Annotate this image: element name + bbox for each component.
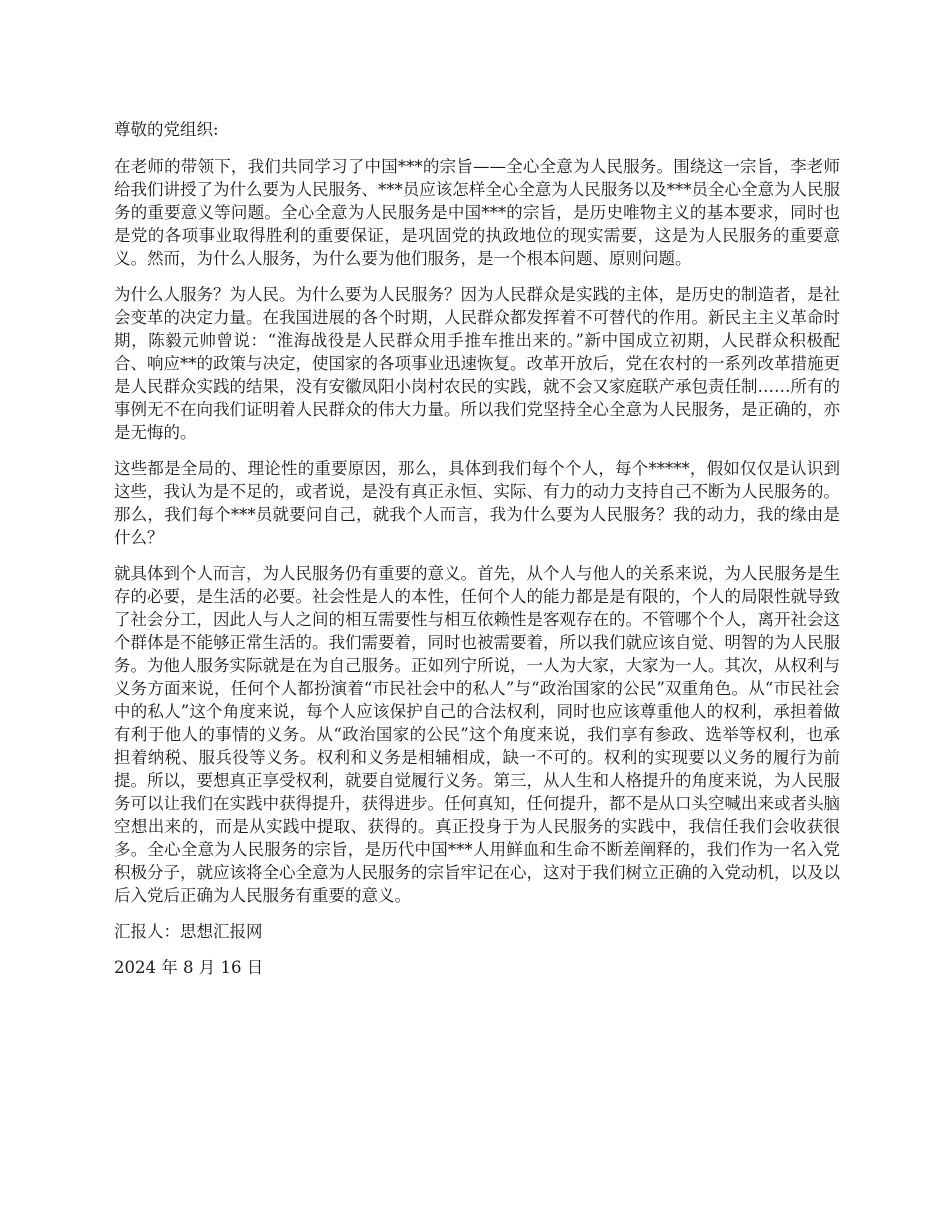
document-body <box>114 118 840 992</box>
paragraph-2: 为什么人服务？为人民。为什么要为人民服务？因为人民群众是实践的主体，是历史的制造者，是社会变革的决定力量。在我国进展的各个时期，人民群众都发挥着不可替代的作用。新民主主义革命时期，陈毅元帅曾说：“淮海战役是人民群众用手推车推出来的。”新中国成立初期，人民群众积极配合、响应**的政策与决定，使国家的各项事业迅速恢复。改革开放后，党在农村的一系列改革措施更是人民群众实践的结果，没有安徽凤阳小岗村农民的实践，就不会又家庭联产承包责任制……所有的事例无不在向我们证明着人民群众的伟大力量。所以我们党坚持全心全意为人民服务，是正确的，亦是无悔的。 <box>114 285 840 442</box>
paragraph-1: 在老师的带领下，我们共同学习了中国***的宗旨——全心全意为人民服务。围绕这一宗旨，李老师给我们讲授了为什么要为人民服务、***员应该怎样全心全意为人民服务以及***员全心全意为人民服务的重要意义等问题。全心全意为人民服务是中国***的宗旨，是历史唯物主义的基本要求，同时也是党的各项事业取得胜利的重要保证，是巩固党的执政地位的现实需要，这是为人民服务的重要意义。然而，为什么人服务，为什么要为他们服务，是一个根本问题、原则问题。 <box>114 157 840 268</box>
paragraph-3: 这些都是全局的、理论性的重要原因，那么，具体到我们每个个人，每个*****，假如仅仅是认识到这些，我认为是不足的，或者说，是没有真正永恒、实际、有力的动力支持自己不断为人民服务的。那么，我们每个***员就要问自己，就我个人而言，我为什么要为人民服务？我的动力，我的缘由是什么？ <box>114 459 840 547</box>
paragraph-4: 就具体到个人而言，为人民服务仍有重要的意义。首先，从个人与他人的关系来说，为人民服务是生存的必要，是生活的必要。社会性是人的本性，任何个人的能力都是是有限的，个人的局限性就导致了社会分工，因此人与人之间的相互需要性与相互依赖性是客观存在的。不管哪个个人，离开社会这个群体是不能够正常生活的。我们需要着，同时也被需要着，所以我们就应该自觉、明智的为人民服务。为他人服务实际就是在为自己服务。正如列宁所说，一人为大家，大家为一人。其次，从权利与义务方面来说，任何个人都扮演着“市民社会中的私人”与“政治国家的公民”双重角色。从“市民社会中的私人”这个角度来说，每个人应该保护自己的合法权利，同时也应该尊重他人的权利，承担着做有利于他人的事情的义务。从“政治国家的公民”这个角度来说，我们享有参政、选举等权利，也承担着纳税、服兵役等义务。权利和义务是相辅相成，缺一不可的。权利的实现要以义务的履行为前提。所以，要想真正享受权利，就要自觉履行义务。第三，从人生和人格提升的角度来说，为人民服务可以让我们在实践中获得提升，获得进步。任何真知，任何提升，都不是从口头空喊出来或者头脑空想出来的，而是从实践中提取、获得的。真正投身于为人民服务的实践中，我信任我们会收获很多。全心全意为人民服务的宗旨，是历代中国***人用鲜血和生命不断差阐释的，我们作为一名入党积极分子，就应该将全心全意为人民服务的宗旨牢记在心，这对于我们树立正确的入党动机，以及以后入党后正确为人民服务有重要的意义。 <box>114 564 840 905</box>
date: 2024 年 8 月 16 日 <box>114 958 264 977</box>
salutation: 尊敬的党组织: <box>114 120 219 139</box>
signature: 汇报人：思想汇报网 <box>114 922 263 941</box>
